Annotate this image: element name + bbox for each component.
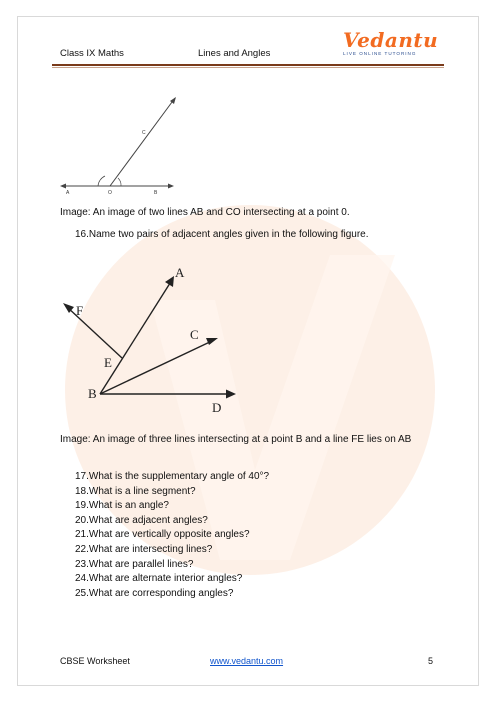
caption-figure-2: Image: An image of three lines intersecting at a point B and a line FE lies on AB [60,434,412,445]
arrow-c [206,338,218,345]
header-rule-thin [52,67,444,68]
footer-worksheet-label: CBSE Worksheet [60,656,130,666]
question-24: 24.What are alternate interior angles? [75,573,243,585]
label-o: O [108,190,112,196]
question-23: 23.What are parallel lines? [75,558,194,570]
label-b: B [154,190,158,196]
question-21: 21.What are vertically opposite angles? [75,529,250,541]
figure-lines-ab-co [58,96,178,196]
logo-tagline: LIVE ONLINE TUTORING [343,51,417,56]
vedantu-logo [343,28,439,56]
label-d: D [212,400,222,415]
question-22: 22.What are intersecting lines? [75,543,213,555]
question-16: 16.Name two pairs of adjacent angles given in the following figure. [75,229,369,240]
question-25: 25.What are corresponding angles? [75,587,234,599]
header-subject: Class IX Maths [60,48,124,59]
label-f: F [76,303,84,318]
question-18: 18.What is a line segment? [75,485,196,497]
label-c: C [190,327,199,342]
label-a: A [175,265,185,280]
label-e: E [104,355,112,370]
caption-figure-1: Image: An image of two lines AB and CO intersecting at a point 0. [60,207,350,218]
page-number: 5 [428,656,434,666]
question-19: 19.What is an angle? [75,500,169,512]
line-ef [66,306,122,358]
label-b: B [88,386,97,401]
header-chapter: Lines and Angles [198,48,271,59]
question-20: 20.What are adjacent angles? [75,514,208,526]
question-17: 17.What is the supplementary angle of 40°? [75,471,270,482]
arrow-d [226,390,236,399]
label-a: A [66,190,70,196]
arrow-a [165,276,174,287]
figure-rays-from-b [56,262,246,417]
footer-website-link[interactable]: www.vedantu.com [210,656,284,666]
question-list [75,470,269,601]
header-rule [52,64,444,66]
logo-text: Vedantu [343,28,439,52]
label-c: C [142,130,146,136]
